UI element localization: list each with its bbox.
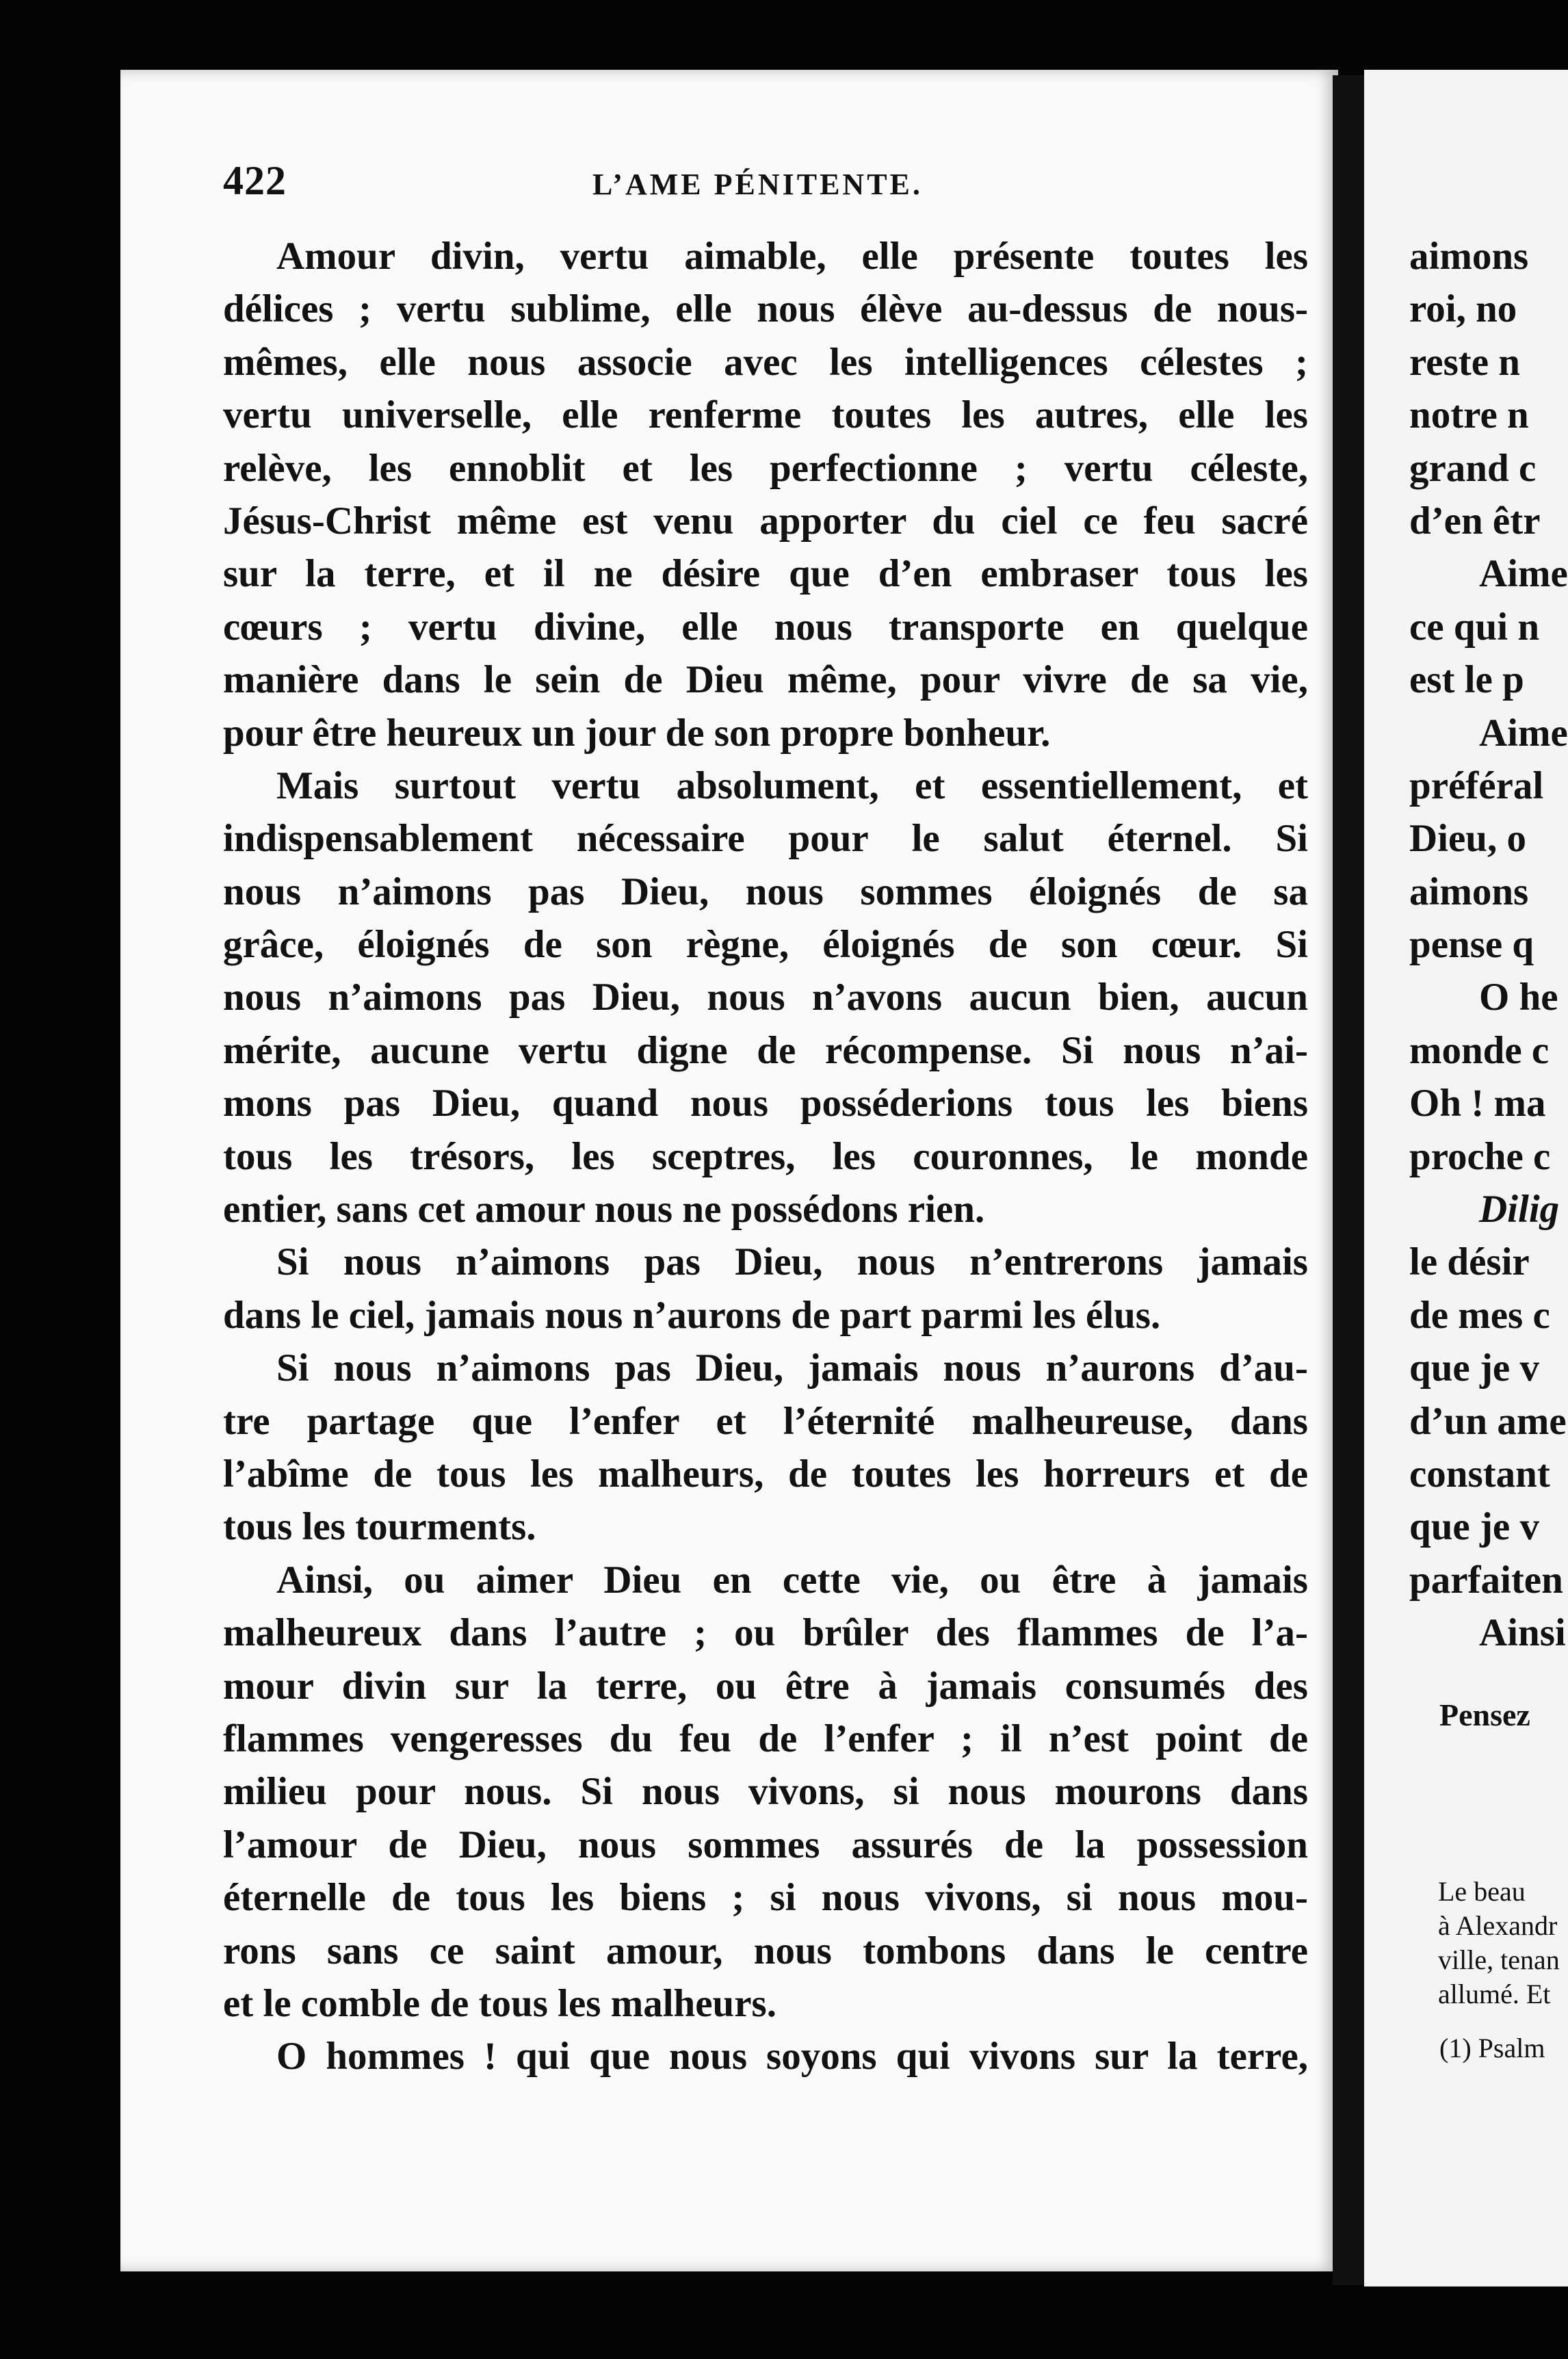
- text-line: grâce, éloignés de son règne, éloignés de son cœur. Si: [223, 923, 1308, 967]
- text-line: mérite, aucune vertu digne de récompense. Si nous n’ai-: [223, 1028, 1308, 1072]
- right-text-line: Dilig: [1479, 1188, 1560, 1231]
- text-line: Amour divin, vertu aimable, elle présente toutes les: [276, 235, 1308, 278]
- text-line: tous les tourments.: [223, 1505, 536, 1549]
- right-text-line: notre n: [1409, 393, 1529, 437]
- right-text-line: constant: [1409, 1452, 1550, 1496]
- text-line: nous n’aimons pas Dieu, nous sommes éloignés de sa: [223, 870, 1308, 913]
- right-text-line: de mes c: [1409, 1293, 1550, 1337]
- right-text-line: ce qui n: [1409, 605, 1540, 649]
- text-line: Mais surtout vertu absolument, et essentiellement, et: [276, 764, 1308, 807]
- footnote-line: ville, tenan: [1438, 1944, 1560, 1975]
- text-line: O hommes ! qui que nous soyons qui vivons sur la terre,: [276, 2035, 1308, 2078]
- text-line: malheureux dans l’autre ; ou brûler des flammes de l’a-: [223, 1611, 1308, 1655]
- right-text-line: Oh ! ma: [1409, 1082, 1546, 1125]
- right-text-line: pense q: [1409, 923, 1534, 967]
- right-text-line: proche c: [1409, 1134, 1551, 1178]
- right-section-heading: Pensez: [1439, 1697, 1530, 1732]
- text-line: indispensablement nécessaire pour le salut éternel. Si: [223, 817, 1308, 861]
- right-text-line: monde c: [1409, 1028, 1550, 1072]
- right-text-line: aimons: [1409, 235, 1529, 278]
- right-note-reference: (1) Psalm: [1439, 2033, 1545, 2063]
- text-line: rons sans ce saint amour, nous tombons dans le centre: [223, 1929, 1308, 1972]
- right-text-line: que je v: [1409, 1346, 1539, 1390]
- running-head: [223, 157, 1304, 212]
- text-line: mons pas Dieu, quand nous posséderions tous les biens: [223, 1082, 1308, 1125]
- text-line: tre partage que l’enfer et l’éternité malheureuse, dans: [223, 1399, 1308, 1443]
- text-line: manière dans le sein de Dieu même, pour vivre de sa vie,: [223, 658, 1308, 702]
- text-line: flammes vengeresses du feu de l’enfer ; il n’est point de: [223, 1717, 1308, 1760]
- text-line: délices ; vertu sublime, elle nous élève au-dessus de nous-: [223, 287, 1308, 331]
- text-line: l’amour de Dieu, nous sommes assurés de la possession: [223, 1823, 1308, 1866]
- text-line: entier, sans cet amour nous ne possédons rien.: [223, 1188, 985, 1231]
- text-line: Si nous n’aimons pas Dieu, nous n’entrerons jamais: [276, 1240, 1308, 1284]
- right-text-line: d’en êtr: [1409, 499, 1541, 543]
- right-text-line: d’un ame: [1409, 1399, 1567, 1443]
- right-page-text: [1409, 230, 1568, 1660]
- right-text-line: roi, no: [1409, 287, 1517, 331]
- text-line: éternelle de tous les biens ; si nous vivons, si nous mou-: [223, 1876, 1308, 1920]
- page-number: 422: [223, 158, 287, 203]
- text-line: l’abîme de tous les malheurs, de toutes les horreurs et de: [223, 1452, 1308, 1496]
- text-line: Ainsi, ou aimer Dieu en cette vie, ou être à jamais: [276, 1558, 1308, 1602]
- right-text-line: Dieu, o: [1409, 817, 1526, 861]
- right-text-line: Ainsi: [1479, 1611, 1566, 1655]
- text-line: vertu universelle, elle renferme toutes les autres, elle les: [223, 393, 1308, 437]
- text-line: milieu pour nous. Si nous vivons, si nous mourons dans: [223, 1770, 1308, 1814]
- text-line: mêmes, elle nous associe avec les intelligences célestes ;: [223, 340, 1308, 384]
- right-text-line: parfaiten: [1409, 1558, 1563, 1602]
- text-line: nous n’aimons pas Dieu, nous n’avons aucun bien, aucun: [223, 976, 1308, 1019]
- footnote-line: à Alexandr: [1438, 1910, 1558, 1941]
- right-text-line: Aime: [1479, 552, 1568, 596]
- right-text-line: O he: [1479, 976, 1558, 1019]
- book-gutter: [1333, 75, 1364, 2285]
- text-line: et le comble de tous les malheurs.: [223, 1981, 776, 2025]
- right-text-line: reste n: [1409, 340, 1520, 384]
- text-line: cœurs ; vertu divine, elle nous transporte en quelque: [223, 605, 1308, 649]
- right-text-line: grand c: [1409, 446, 1537, 490]
- footnote-line: Le beau: [1438, 1876, 1526, 1907]
- running-title: L’AME PÉNITENTE.: [592, 168, 923, 201]
- right-text-line: le désir: [1409, 1240, 1530, 1284]
- footnote-line: allumé. Et: [1438, 1979, 1551, 2009]
- text-line: sur la terre, et il ne désire que d’en embraser tous les: [223, 552, 1308, 596]
- text-line: mour divin sur la terre, ou être à jamais consumés des: [223, 1664, 1308, 1708]
- body-text: [223, 230, 1308, 2083]
- right-text-line: aimons: [1409, 870, 1529, 913]
- text-line: relève, les ennoblit et les perfectionne ; vertu céleste,: [223, 446, 1308, 490]
- text-line: dans le ciel, jamais nous n’aurons de part parmi les élus.: [223, 1293, 1161, 1337]
- right-footnote: [1438, 1875, 1560, 2011]
- text-line: pour être heureux un jour de son propre bonheur.: [223, 711, 1051, 755]
- text-line: Jésus-Christ même est venu apporter du ciel ce feu sacré: [223, 499, 1308, 543]
- text-line: Si nous n’aimons pas Dieu, jamais nous n’aurons d’au-: [276, 1346, 1308, 1390]
- right-text-line: préféral: [1409, 764, 1544, 807]
- right-text-line: est le p: [1409, 658, 1524, 702]
- right-text-line: que je v: [1409, 1505, 1539, 1549]
- right-text-line: Aime: [1479, 711, 1568, 755]
- text-line: tous les trésors, les sceptres, les couronnes, le monde: [223, 1134, 1308, 1178]
